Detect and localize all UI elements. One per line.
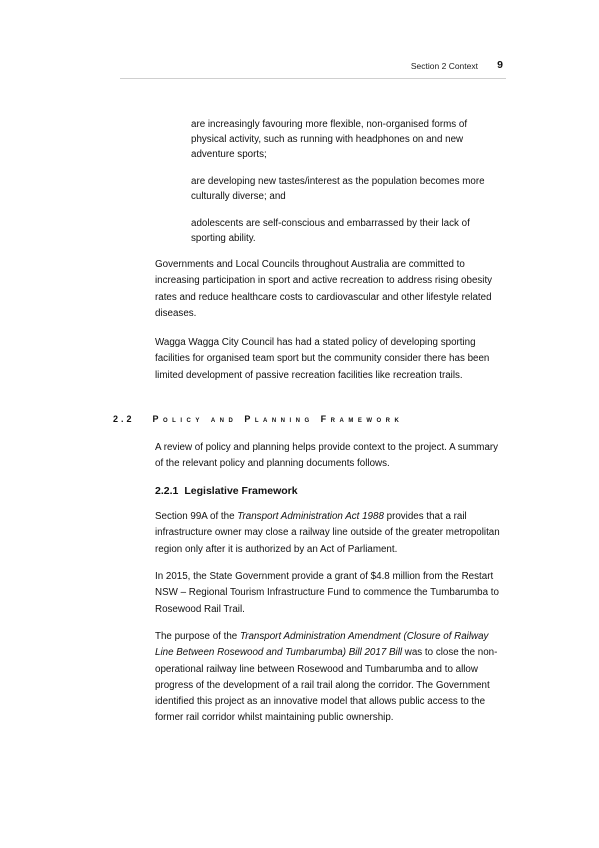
body-paragraph <box>155 629 500 727</box>
body-paragraph: In 2015, the State Government provide a grant of $4.8 million from the Restart NSW – Regional Tourism Infrastructure Fund to commence the Tumbarumba to Rosewood Rail Trail. <box>155 571 499 615</box>
paragraph-council-policy <box>155 335 500 384</box>
paragraph-grant <box>155 569 500 618</box>
section-intro <box>155 440 500 473</box>
act-title: Transport Administration Act 1988 <box>237 511 384 522</box>
subsection-title: Legislative Framework <box>184 485 298 497</box>
section-title: Policy and Planning Framework <box>152 414 404 424</box>
header-section-title: Section 2 Context <box>410 61 478 71</box>
header-page-number: 9 <box>497 59 503 71</box>
text-run: Section 99A of the <box>155 511 238 522</box>
body-paragraph: Wagga Wagga City Council has had a stated policy of developing sporting facilities for organised team sport but the community consider there has been limited development of passive recreation facilities like recreation trails. <box>155 337 490 381</box>
body-paragraph <box>155 509 500 558</box>
body-paragraph: A review of policy and planning helps provide context to the project. A summary of the relevant policy and planning documents follows. <box>155 442 499 470</box>
text-run: provides that a rail infrastructure owner may close a railway line outside of the greater metropolitan region only after it is authorized by an Act of Parliament. <box>155 511 500 555</box>
text-run: The purpose of the <box>155 631 240 642</box>
paragraph-bill-purpose <box>155 629 500 727</box>
bullet-list <box>191 117 491 258</box>
section-heading <box>113 414 403 424</box>
section-number: 2.2 <box>113 414 135 424</box>
list-item: are developing new tastes/interest as the population becomes more culturally diverse; and <box>191 176 485 202</box>
paragraph-section-99a <box>155 509 500 558</box>
list-item: are increasingly favouring more flexible, non-organised forms of physical activity, such as running with headphones on and new adventure sports; <box>191 119 468 160</box>
page-header <box>120 58 506 79</box>
text-run: was to close the non-operational railway line between Rosewood and Tumbarumba and to allow progress of the development of a rail trail along the corridor. The Government identified this project as an innovative model that allows public access to the former rail corridor whilst maintaining public ownership. <box>155 647 498 724</box>
list-item: adolescents are self-conscious and embarrassed by their lack of sporting ability. <box>191 218 470 244</box>
body-paragraph: Governments and Local Councils throughout Australia are committed to increasing participation in sport and active recreation to address rising obesity rates and reduce healthcare costs to cardiovascular and other lifestyle related diseases. <box>155 259 493 319</box>
paragraph-governments <box>155 257 500 322</box>
bill-title: Transport Administration Amendment (Closure of Railway Line Between Rosewood and Tumbarumba) Bill 2017 Bill <box>155 631 489 659</box>
subsection-number: 2.2.1 <box>155 485 179 497</box>
subsection-heading <box>155 485 298 497</box>
